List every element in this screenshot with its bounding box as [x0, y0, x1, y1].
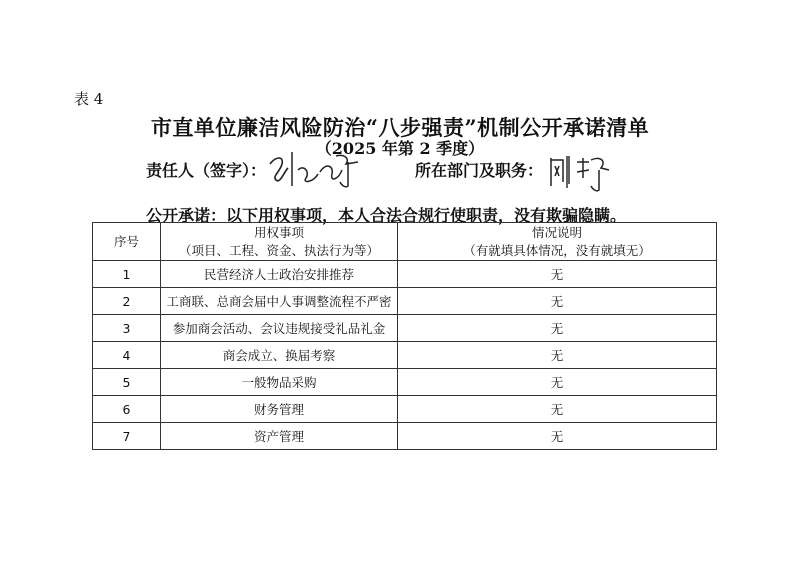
table-header-row: [93, 223, 717, 261]
row-power-item: 参加商会活动、会议违规接受礼品礼金: [161, 315, 398, 342]
table-row: [93, 396, 717, 423]
row-power-item: 资产管理: [161, 423, 398, 450]
row-number: 6: [93, 396, 161, 423]
table-row: [93, 315, 717, 342]
row-number: 4: [93, 342, 161, 369]
header-status-title: 情况说明: [531, 224, 582, 240]
header-power-item-note: （项目、工程、资金、执法行为等）: [178, 242, 379, 258]
row-number: 3: [93, 315, 161, 342]
row-power-item: 财务管理: [161, 396, 398, 423]
row-status: 无: [398, 423, 717, 450]
row-number: 5: [93, 369, 161, 396]
department-position-label: 所在部门及职务：: [415, 161, 544, 180]
responsible-person-label: 责任人（签字）：: [146, 161, 267, 180]
table-row: [93, 261, 717, 288]
row-number: 7: [93, 423, 161, 450]
row-status: 无: [398, 288, 717, 315]
row-status: 无: [398, 369, 717, 396]
header-status-note: （有就填具体情况，没有就填无）: [463, 242, 651, 258]
row-power-item: 一般物品采购: [161, 369, 398, 396]
table-label: 表 4: [74, 90, 104, 108]
header-number: 序号: [93, 223, 161, 261]
public-promise-statement: 公开承诺：以下用权事项，本人合法合规行使职责，没有欺骗隐瞒。: [146, 206, 627, 225]
document-title: 市直单位廉洁风险防治“八步强责”机制公开承诺清单: [150, 115, 650, 140]
row-number: 1: [93, 261, 161, 288]
table-row: [93, 369, 717, 396]
table-row: [93, 342, 717, 369]
table-row: [93, 423, 717, 450]
row-power-item: 民营经济人士政治安排推荐: [161, 261, 398, 288]
commitment-table: [92, 222, 717, 450]
row-number: 2: [93, 288, 161, 315]
row-status: 无: [398, 342, 717, 369]
row-status: 无: [398, 261, 717, 288]
header-status: [398, 223, 717, 261]
row-power-item: 商会成立、换届考察: [161, 342, 398, 369]
document-subtitle: （2025 年第 2 季度）: [315, 139, 485, 158]
responsible-person-signature: [262, 142, 372, 192]
row-status: 无: [398, 396, 717, 423]
department-position-signature: [545, 148, 615, 194]
row-status: 无: [398, 315, 717, 342]
table-row: [93, 288, 717, 315]
row-power-item: 工商联、总商会届中人事调整流程不严密: [161, 288, 398, 315]
header-power-item-title: 用权事项: [253, 224, 304, 240]
header-power-item: [161, 223, 398, 261]
